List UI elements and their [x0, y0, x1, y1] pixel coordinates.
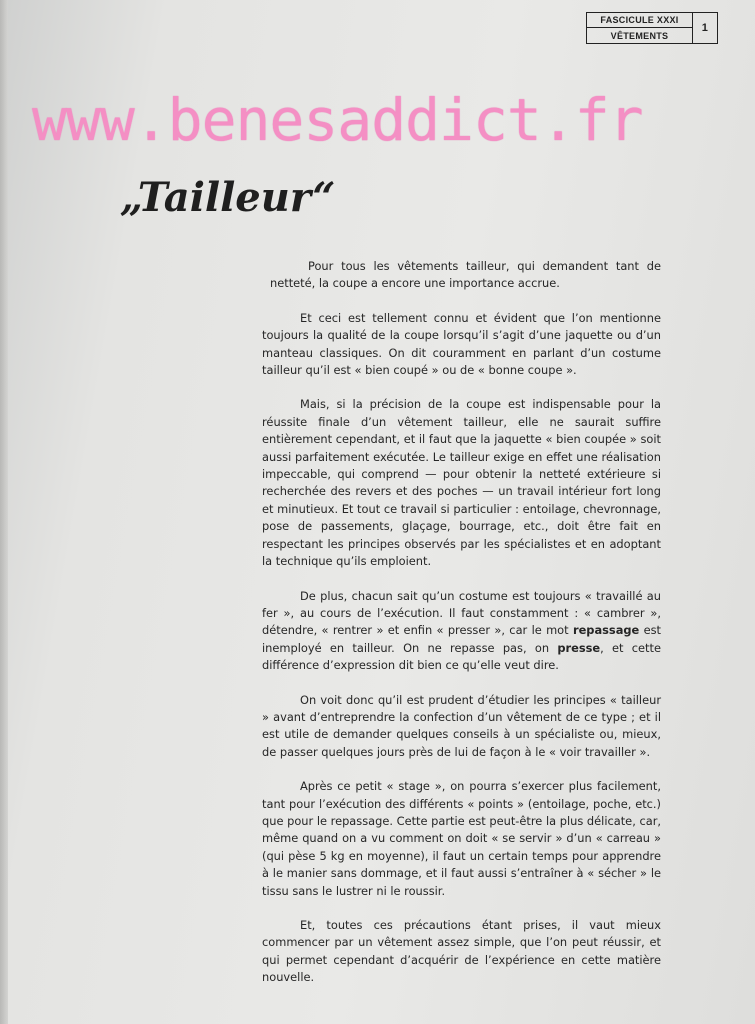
page-edge: [0, 0, 8, 1024]
paragraph-4-part3: , et cette différence d’expression dit bien ce qu’elle veut dire.: [262, 640, 661, 673]
paragraph-5: On voit donc qu’il est prudent d’étudier les principes « tailleur » avant d’entreprendre la confection d’un vêtement de ce type ; et il est utile de demander quelques conseils à un spécialiste ou, mieux, de passer quelques jours près de lui de façon à le « voir travailler ».: [262, 692, 661, 759]
paragraph-3: Mais, si la précision de la coupe est indispensable pour la réussite finale d’un vêtement tailleur, elle ne saurait suffire entièrement cependant, et il faut que la jaquette « bien coupée » soit aussi parfaitement exécutée. Le tailleur exige en effet une réalisation impeccable, qui comprend — pour obtenir la netteté extérieure si recherchée des revers et des poches — un travail intérieur fort long et minutieux. Et tout ce travail si particulier : entoilage, chevronnage, pose de passements, glaçage, bourrage, etc., doit être fait en respectant les principes observés par les spécialistes et en adoptant la technique qu’ils emploient.: [262, 397, 661, 569]
header-line2: VÊTEMENTS: [610, 30, 669, 41]
paragraph-1: Pour tous les vêtements tailleur, qui demandent tant de netteté, la coupe a encore une importance accrue.: [270, 259, 661, 291]
page-title: „Tailleur“: [120, 174, 336, 221]
fascicule-header-box: [586, 12, 718, 44]
article-body: [262, 258, 661, 1004]
paragraph-7: Et, toutes ces précautions étant prises, il vaut mieux commencer par un vêtement assez simple, que l’on peut réussir, et qui permet cependant d’acquérir de l’expérience en cette matière nouvelle.: [262, 918, 661, 985]
header-line1: FASCICULE XXXI: [587, 13, 692, 28]
header-label-cell: [587, 13, 693, 43]
page-number: 1: [701, 22, 709, 34]
paragraph-2: Et ceci est tellement connu et évident que l’on mentionne toujours la qualité de la coupe lorsqu’il s’agit d’une jaquette ou d’un manteau classiques. On dit couramment en parlant d’un costume tailleur qu’il est « bien coupé » ou de « bonne coupe ».: [262, 310, 661, 378]
paragraph-4-bold-presse: presse: [557, 640, 601, 655]
paragraph-6: Après ce petit « stage », on pourra s’exercer plus facilement, tant pour l’exécution des différents « points » (entoilage, poche, etc.) que pour le repassage. Cette partie est peut-être la plus délicate, car, même quand on a vu comment on doit « se servir » d’un « carreau » (qui pèse 5 kg en moyenne), il faut un certain temps pour apprendre à le manier sans dommage, et il faut aussi s’entraîner à « sécher » le tissu sans le lustrer ni le roussir.: [262, 779, 661, 898]
paragraph-4-part1: De plus, chacun sait qu’un costume est toujours « travaillé au fer », au cours de l’exécution. Il faut constamment : « cambrer », détendre, « rentrer » et enfin « presser », car le mot: [262, 588, 661, 638]
paragraph-4: [262, 588, 661, 675]
paragraph-4-part2: est inemployé en tailleur. On ne repasse pas, on: [262, 623, 662, 655]
watermark-url: www.benesaddict.fr: [32, 86, 643, 154]
paragraph-4-bold-repassage: repassage: [572, 623, 640, 638]
